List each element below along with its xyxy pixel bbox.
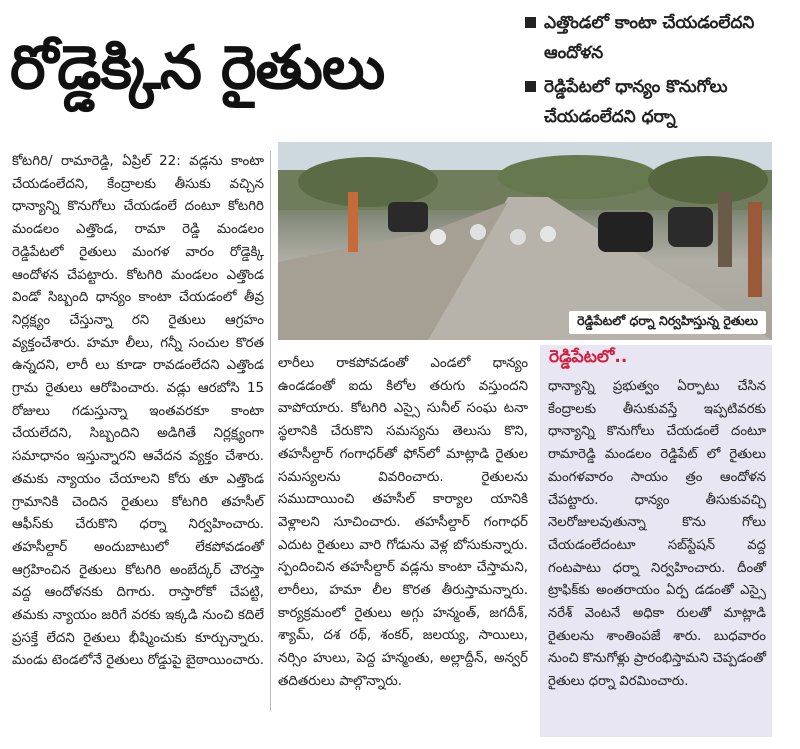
article-column-1 (12, 151, 264, 673)
column-divider (270, 151, 271, 711)
photo-caption: రెడ్డిపేటలో ధర్నా నిర్వహిస్తున్న రైతులు (569, 311, 766, 334)
article-paragraph: లారీలు రాకపోవడంతో ఎండలో ధాన్యం ఉండడంతో ఐదు కిలోల తరుగు వస్తుందని వాపోయారు. కోటగిరి ఎస్సై సునీల్ సంఘ టనా స్థలానికి చేరుకొని సమస్యను తెలుసు కొని, తహసీల్దార్ గంగాధర్‌తో ఫోన్‌లో మాట్లాడి రైతుల సమస్యలను వివరించారు. రైతులను సముదాయించి తహసీల్ కార్యాల యానికి వెళ్లాలని సూచించారు. తహసీల్దార్ గంగాధర్ ఎదుట రైతులు వారి గోడును వెళ్ల బోసుకున్నారు. స్పందించిన తహసీల్దార్ వడ్లను కాంటా చేస్తామని, లారీలు, హమా లీల కొరత తీరుస్తామన్నారు. కార్యక్రమంలో రైతులు అగ్గు హన్మంత్, జగదీశ్, శ్యామ్, దశ రథ్, శంకర్, జలయ్య, సాయిలు, నర్సిం హులు, పెద్ద హన్మంతు, అల్లాద్దీన్, అన్వర్ తదితరులు పాల్గొన్నారు. (278, 356, 528, 689)
bullet-text: ఎత్తొండలో కాంటా చేయడంలేదని ఆందోళన (544, 13, 755, 63)
subheadline-bullets (525, 8, 795, 136)
sidebar-text (548, 376, 766, 694)
sidebar-paragraph: ధాన్యాన్ని ప్రభుత్వం ఏర్పాటు చేసిన కేంద్రాలకు తీసుకువస్తే ఇప్పటివరకు ధాన్యాన్ని కొనుగోలు చేయడంలే దంటూ రామారెడ్డి మండలం రెడ్డిపేట్ లో రైతులు మంగళవారం సాయం త్రం ఆందోళన చేపట్టారు. ధాన్యం తీసుకువచ్చి నెలరోజులవుతున్నా కొను గోలు చేయడంలేదంటూ సబ్‌స్టేషన్ వద్ద గంటపాటు ధర్నా నిర్వహించారు. దీంతో ట్రాఫిక్‌కు అంతరాయం ఏర్ప డడంతో ఎస్సై నరేశ్ వెంటనే అధికా రులతో మాట్లాడి రైతులను శాంతింపజే శారు. బుధవారం నుంచి కొనుగోళ్లు ప్రారంభిస్తామని చెప్పడంతో రైతులు ధర్నా విరమించారు. (548, 379, 766, 690)
square-bullet-icon (525, 17, 536, 28)
bullet-text: రెడ్డిపేటలో ధాన్యం కొనుగోలు చేయడంలేదని ధర్నా (544, 77, 728, 127)
article-column-2 (278, 353, 528, 694)
bullet-item (525, 72, 795, 132)
news-photo (278, 142, 772, 340)
square-bullet-icon (525, 81, 536, 92)
article-paragraph: కోటగిరి/ రామారెడ్డి, ఏప్రిల్ 22: వడ్లను కాంటా చేయడంలేదని, కేంద్రాలకు తీసుకు వచ్చిన ధాన్యాన్ని కొనుగోలు చేయడంలే దంటూ కోటగిరి మండలం ఎత్తొండ, రామా రెడ్డి మండలం రెడ్డిపేటలో రైతులు మంగళ వారం రోడ్డెక్కి ఆందోళన చేపట్టారు. కోటగిరి మండలం ఎత్తొండ విండో సిబ్బంది ధాన్యం కాంటా చేయడంలో తీవ్ర నిర్లక్ష్యం చేస్తున్నా రని రైతులు ఆగ్రహం వ్యక్తంచేశారు. హమా లీలు, గన్నీ సంచుల కొరత ఉన్నదని, లారీ లు కూడా రావడంలేదని ఎత్తొండ గ్రామ రైతులు ఆరోపించారు. వడ్లు ఆరబోసి 15 రోజులు గడుస్తున్నా ఇంతవరకూ కాంటా చేయలేదని, సిబ్బందిని అడిగితే నిర్లక్ష్యంగా సమాధానం ఇస్తున్నారని ఆవేదన వ్యక్తం చేశారు. తమకు న్యాయం చేయాలని కోరు తూ ఎత్తొండ గ్రామానికి చెందిన రైతులు కోటగిరి తహసీల్ ఆఫీస్‌కు చేరుకొని ధర్నా నిర్వహించారు. తహసీల్దార్ అందుబాటులో లేకపోవడంతో ఆగ్రహించిన రైతులు కోటగిరి అంబేద్కర్ చౌరస్తా వద్ద ఆందోళనకు దిగారు. రాస్తారోకో చేపట్టి, తమకు న్యాయం జరిగే వరకు ఇక్కడి నుంచి కదిలే ప్రసక్తే లేదని రైతులు భీష్మించుకు కూర్చున్నారు. మండు టెండలోనే రైతులు రోడ్డుపై బైఠాయించారు. (12, 154, 265, 669)
bullet-item (525, 8, 795, 68)
sidebar-title: రెడ్డిపేటలో.. (549, 347, 628, 367)
headline: రోడ్డెక్కిన రైతులు (10, 33, 385, 103)
